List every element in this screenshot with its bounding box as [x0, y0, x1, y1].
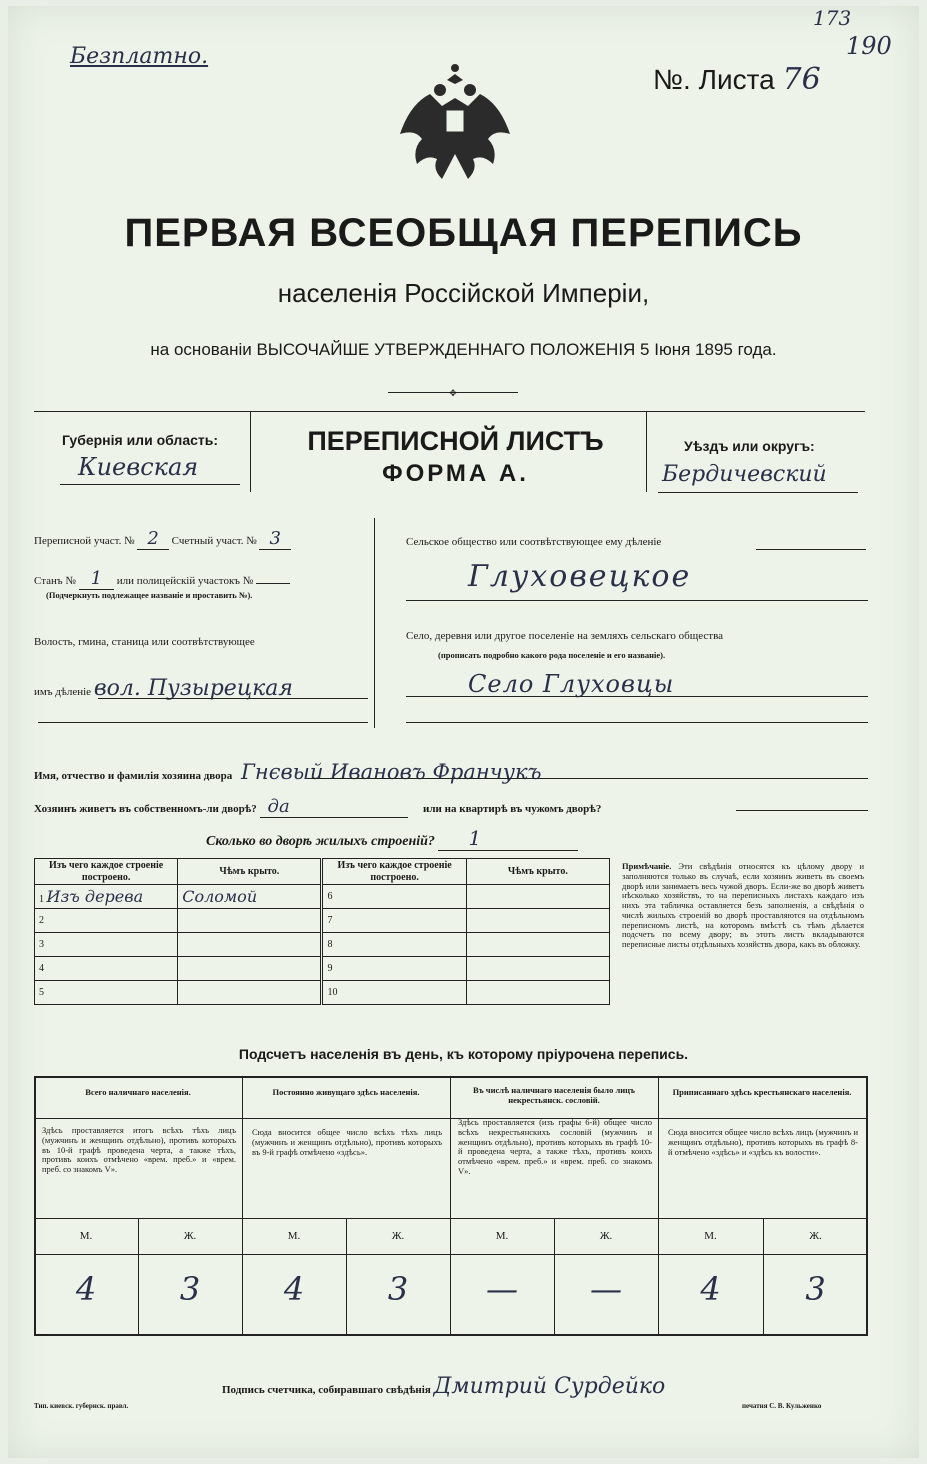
non-peasant-m-value: — [486, 1270, 518, 1308]
permanent-m-value: 4 [283, 1270, 305, 1308]
free-label: Безплатно. [70, 44, 209, 69]
sheet-number [653, 62, 821, 97]
m-label: М. [704, 1230, 717, 1242]
zh-label: Ж. [183, 1230, 197, 1242]
material-value: Изъ дерева [46, 887, 144, 906]
census-district-label: Переписной участ. № [34, 535, 135, 547]
registered-zh-value: 3 [805, 1270, 826, 1308]
volost-label: Волость, гмина, станица или соотвѣтствующее [34, 636, 255, 648]
table-row: 2 7 [35, 909, 610, 933]
buildings-row [206, 826, 578, 851]
owner-rent-label: или на квартирѣ въ чужомъ дворѣ? [423, 803, 602, 815]
population-heading: Подсчетъ населенія въ день, къ которому пріурочена перепись. [238, 1046, 689, 1062]
underline-note: (Подчеркнуть подлежащее названіе и проставить №). [46, 590, 253, 600]
archive-number-top: 173 [813, 6, 852, 30]
zh-label: Ж. [809, 1230, 822, 1242]
pop-col-title: Приписаннаго здѣсь крестьянскаго населенія. [672, 1087, 852, 1097]
owner-lives-row [34, 796, 869, 818]
pop-col-title: Постоянно живущаго здѣсь населенія. [272, 1087, 420, 1097]
table-row: 1 Изъ дерева Соломой 6 [35, 885, 610, 909]
counting-district-label: Счетный участ. № [171, 535, 257, 547]
sheet-number-value: 76 [782, 62, 821, 97]
uezd-label: Уѣздъ или округъ: [684, 438, 815, 454]
signature-value: Дмитрий Сурдейко [433, 1374, 666, 1399]
table-row: 5 10 [35, 981, 610, 1005]
owner-name-value: Гнєвый Ивановъ Франчукъ [241, 760, 542, 784]
form-name: ФОРМА А. [382, 460, 529, 487]
volost-label2: имъ дѣленіе [34, 686, 92, 698]
stan-row [34, 568, 369, 589]
col-material-header-left: Изъ чего каждое строеніе построено. [35, 859, 178, 885]
pop-col-title: Всего наличнаго населенія. [85, 1087, 191, 1097]
signature-label: Подпись счетчика, собиравшаго свѣдѣнія [222, 1384, 431, 1396]
col-roof-header-left: Чѣмъ крыто. [178, 859, 322, 885]
village-note: (прописать подробно какого рода поселеніе и его названіе). [438, 650, 666, 660]
pop-col-title: Въ числѣ наличнаго населенія было лицъ некрестьянск. сословій. [473, 1085, 635, 1105]
buildings-value: 1 [438, 826, 578, 851]
col-material-header-right: Изъ чего каждое строеніе построено. [322, 859, 466, 885]
m-label: М. [79, 1230, 93, 1242]
ornament-divider: ✥ [388, 392, 518, 401]
volost-value: вол. Пузырецкая [93, 676, 293, 701]
census-district-value: 2 [137, 528, 168, 550]
main-title: ПЕРВАЯ ВСЕОБЩАЯ ПЕРЕПИСЬ [124, 211, 803, 255]
guberniya-value: Киевская [78, 453, 199, 481]
printer-right: печатня С. В. Кульженко [742, 1402, 822, 1410]
society-value: Глуховецкое [468, 559, 692, 594]
stan-label: Станъ № [34, 575, 76, 587]
village-label: Село, деревня или другое поселеніе на земляхъ сельскаго общества [406, 630, 724, 642]
buildings-label: Сколько во дворѣ жилыхъ строеній? [206, 834, 435, 849]
sheet-number-label: №. Листа [653, 64, 775, 95]
stan-value: 1 [79, 568, 114, 590]
buildings-table [34, 858, 610, 1005]
coat-of-arms-icon [390, 54, 520, 184]
m-label: М. [495, 1230, 509, 1242]
society-label: Сельское общество или соотвѣтствующее ему дѣленіе [406, 536, 662, 548]
pop-col-desc: Здѣсь проставляется (изъ графы 6-й) общее число всѣхъ некрестьянскихъ сословій (мужчинъ и женщинъ отдѣльно), противъ которыхъ въ графѣ 10-й проведена черта, а также тѣхъ, противъ коихъ отмѣчено «врем. преб.» и «врем. преб. со знакомъ V». [458, 1117, 652, 1176]
note-heading: Примѣчаніе. [622, 861, 672, 871]
census-district-row [34, 528, 369, 549]
census-sheet [8, 6, 919, 1458]
owner-name-row [34, 760, 869, 784]
pop-col-desc: Сюда вносится общее число всѣхъ тѣхъ лицъ (мужчинъ и женщинъ отдѣльно), противъ которыхъ въ 9-й графѣ отмѣчено «здѣсь». [252, 1127, 442, 1157]
owner-lives-label: Хозяинъ живетъ въ собственномъ-ли дворѣ? [34, 803, 257, 815]
total-zh-value: 3 [179, 1270, 201, 1308]
pop-col-desc: Сюда вносится общее число всѣхъ лицъ (мужчинъ и женщинъ отдѣльно), противъ которыхъ въ графѣ 8-й отмѣчено «здѣсь» и «здѣсь къ волости». [668, 1127, 858, 1157]
m-label: М. [287, 1230, 301, 1242]
roof-value: Соломой [182, 887, 258, 906]
table-row: 3 8 [35, 933, 610, 957]
non-peasant-zh-value: — [590, 1270, 622, 1308]
owner-name-label: Имя, отчество и фамилія хозяина двора [34, 770, 233, 782]
permanent-zh-value: 3 [387, 1270, 409, 1308]
subtitle: населенія Россійской Имперіи, [277, 278, 650, 308]
table-row: 4 9 [35, 957, 610, 981]
pop-col-desc: Здѣсь проставляется итогъ всѣхъ тѣхъ лицъ (мужчинъ и женщинъ отдѣльно), противъ которыхъ въ 10-й графѣ проведена черта, а также тѣхъ, противъ коихъ отмѣчено «врем. преб.» и «врем. преб. со знакомъ V». [42, 1125, 236, 1175]
signature-row [222, 1374, 665, 1399]
archive-number: 190 [846, 32, 892, 60]
sheet-title: ПЕРЕПИСНОЙ ЛИСТЪ [307, 426, 604, 456]
total-m-value: 4 [75, 1270, 97, 1308]
counting-district-value: 3 [259, 528, 290, 550]
zh-label: Ж. [391, 1230, 405, 1242]
col-roof-header-right: Чѣмъ крыто. [466, 859, 609, 885]
village-value: Село Глуховцы [468, 670, 675, 698]
owner-lives-value: да [260, 796, 408, 818]
note-block [622, 862, 864, 950]
zh-label: Ж. [599, 1230, 613, 1242]
registered-m-value: 4 [700, 1270, 721, 1308]
basis-line: на основаніи ВЫСОЧАЙШЕ УТВЕРЖДЕННАГО ПОЛОЖЕНІЯ 5 Іюня 1895 года. [150, 340, 777, 359]
police-label: или полицейскій участокъ № [116, 575, 254, 587]
note-text: Эти свѣдѣнія относятся къ цѣлому двору и заполняются только въ случаѣ, если хозяинъ живетъ въ своемъ дворѣ или занимаетъ весь чужой дворъ. Если-же во дворѣ живетъ нѣсколько хозяйствъ, то на переписныхъ листахъ каждаго изъ нихъ эта табличка оставляется безъ заполненія, а свѣдѣнія о числѣ жилыхъ строеній во дворѣ проставляются на отдѣльномъ переписномъ листѣ, на которомъ вмѣстѣ съ тѣмъ дѣлается подсчетъ по всему двору; въ этотъ листъ вкладываются переписные листы отдѣльныхъ хозяйствъ двора, какъ въ обложку. [622, 861, 865, 950]
guberniya-label: Губернія или область: [62, 432, 219, 448]
uezd-value: Бердичевский [662, 462, 827, 487]
printer-left: Тип. киевск. губернск. правл. [34, 1402, 129, 1410]
